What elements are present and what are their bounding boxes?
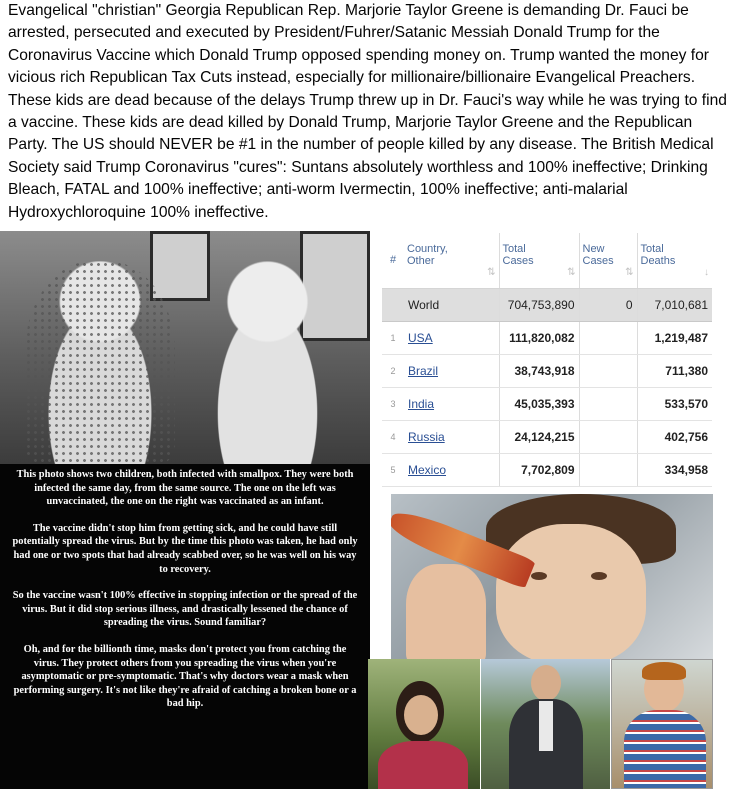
caption-paragraph-4: Oh, and for the billionth time, masks don't protect you from catching the virus. They protect others from you spreading the virus when you're asymptomatic or pre-symptomatic. That's why doctors wear a mask when performing surgery. It's not like they're afraid of catching a broken bone or a bad hip.: [13, 643, 357, 710]
sort-icon: ⇅: [567, 266, 576, 278]
header-country[interactable]: Country, Other ⇅: [404, 233, 499, 288]
sort-icon: ⇅: [487, 266, 496, 278]
country-world: World: [404, 288, 499, 321]
table-row-world: World 704,753,890 0 7,010,681: [382, 288, 712, 321]
sort-desc-icon: ↓: [704, 266, 709, 278]
header-total-cases[interactable]: Total Cases ⇅: [499, 233, 579, 288]
caption-paragraph-1: This photo shows two children, both infected with smallpox. They were both infected the same day, from the same source. The one on the left was unvaccinated, the one on the right was vaccinated as an infant.: [16, 469, 354, 508]
vaccinated-child: [195, 261, 340, 464]
country-link-russia[interactable]: Russia: [408, 429, 445, 444]
header-new-cases[interactable]: New Cases ⇅: [579, 233, 637, 288]
smallpox-children-photo[interactable]: [0, 231, 370, 464]
covid-stats-table[interactable]: [382, 233, 712, 495]
girl-with-glasses-photo[interactable]: [368, 659, 480, 789]
table-row: 1 USA 111,820,082 1,219,487: [382, 321, 712, 354]
boy-with-pizza-photo[interactable]: [391, 494, 713, 659]
caption-panel: [0, 464, 370, 789]
post-text: Evangelical "christian" Georgia Republican Rep. Marjorie Taylor Greene is demanding Dr. Fauci be arrested, persecuted and executed by President/Fuhrer/Satanic Messiah Donald Trump for the Coronavirus Vaccine which Donald Trump opposed spending money on. Trump wanted the money for vicious rich Republican Tax Cuts instead, especially for millionaire/billionaire Evangelical Preachers. These kids are dead because of the delays Trump threw up in Dr. Fauci's way while he was trying to find a vaccine. These kids are dead killed by Donald Trump, Marjorie Taylor Greene and the Republican Party. The US should NEVER be #1 in the number of people killed by any disease. The British Medical Society said Trump Coronavirus "cures": Suntans absolutely worthless and 100% ineffective; Drinking Bleach, FATAL and 100% ineffective; anti-worm Ivermectin, 100% ineffective; anti-malarial Hydroxychloroquine 100% ineffective.: [8, 2, 727, 221]
country-link-india[interactable]: India: [408, 396, 435, 411]
header-total-deaths[interactable]: Total Deaths ↓: [637, 233, 712, 288]
table-row: 2 Brazil 38,743,918 711,380: [382, 354, 712, 387]
unvaccinated-child: [25, 261, 175, 464]
country-link-usa[interactable]: USA: [408, 330, 433, 345]
country-link-mexico[interactable]: Mexico: [408, 462, 447, 477]
country-link-brazil[interactable]: Brazil: [408, 363, 439, 378]
table-row: 3 India 45,035,393 533,570: [382, 387, 712, 420]
table-row: 5 Mexico 7,702,809 334,958: [382, 453, 712, 486]
table-row: 4 Russia 24,124,215 402,756: [382, 420, 712, 453]
boy-in-plaid-shirt-photo[interactable]: [611, 659, 713, 789]
header-rank: #: [382, 233, 404, 288]
boy-in-suit-photo[interactable]: [481, 659, 610, 789]
sort-icon: ⇅: [625, 266, 634, 278]
caption-paragraph-2: The vaccine didn't stop him from getting sick, and he could have still potentially spread the virus. But by the time this photo was taken, he had only had one or two spots that had already scabbed over, so he was well on his way to recovery.: [12, 522, 358, 575]
caption-paragraph-3: So the vaccine wasn't 100% effective in stopping infection or the spread of the virus. But it did stop serious illness, and drastically lessened the chance of spreading the virus. Sound familiar?: [12, 590, 358, 629]
